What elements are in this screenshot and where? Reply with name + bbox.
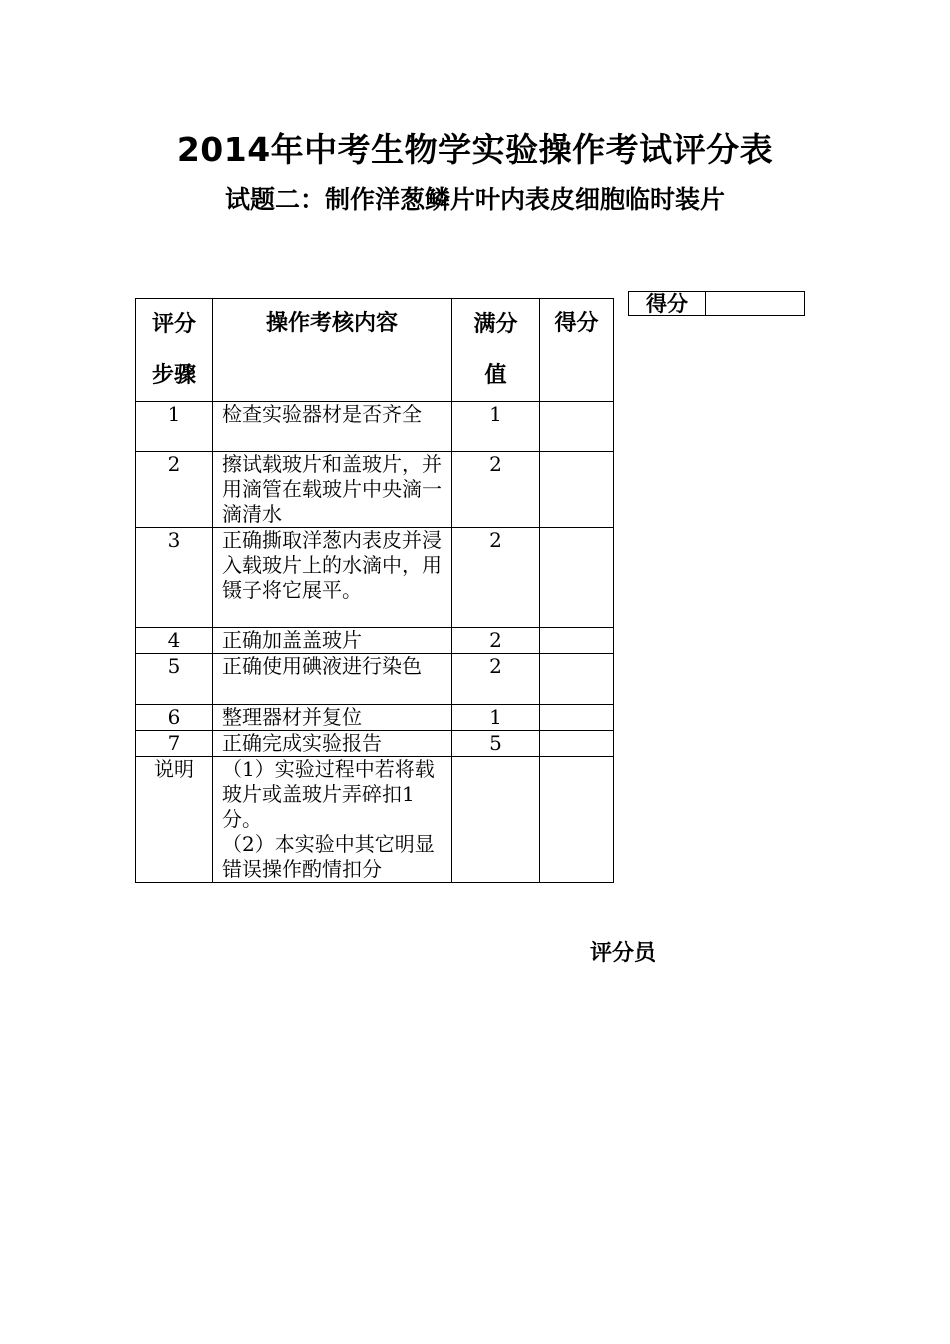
row-full-score: 2	[452, 452, 540, 528]
row-content: 正确撕取洋葱内表皮并浸入载玻片上的水滴中，用镊子将它展平。	[213, 528, 452, 628]
header-step-line2: 步骤	[151, 363, 196, 388]
header-content: 操作考核内容	[213, 299, 452, 402]
row-full-score: 2	[452, 628, 540, 654]
table-row	[136, 731, 614, 757]
row-score-cell[interactable]	[540, 654, 614, 705]
row-step: 7	[136, 731, 213, 757]
evaluator-label: 评分员	[590, 941, 657, 966]
row-score-cell[interactable]	[540, 452, 614, 528]
total-score-value[interactable]	[706, 292, 804, 315]
header-full-line1: 满分	[473, 312, 518, 337]
row-step: 3	[136, 528, 213, 628]
row-full-score: 1	[452, 705, 540, 731]
page-title: 2014年中考生物学实验操作考试评分表	[176, 130, 774, 169]
table-row	[136, 705, 614, 731]
table-row	[136, 402, 614, 452]
total-score-box	[628, 291, 805, 316]
row-content: 正确加盖盖玻片	[213, 628, 452, 654]
row-score-cell[interactable]	[540, 628, 614, 654]
row-full-score: 1	[452, 402, 540, 452]
row-content: 擦试载玻片和盖玻片，并用滴管在载玻片中央滴一滴清水	[213, 452, 452, 528]
notes-label: 说明	[136, 757, 213, 883]
row-content: 正确使用碘液进行染色	[213, 654, 452, 705]
table-header-row	[136, 299, 614, 402]
table-row	[136, 654, 614, 705]
row-step: 1	[136, 402, 213, 452]
row-step: 6	[136, 705, 213, 731]
notes-content	[213, 757, 452, 883]
scoring-table	[135, 298, 614, 883]
row-score-cell[interactable]	[540, 731, 614, 757]
notes-score-cell	[540, 757, 614, 883]
note-line-2: （2）本实验中其它明显错误操作酌情扣分	[222, 832, 435, 881]
header-full-score	[452, 299, 540, 402]
header-score: 得分	[540, 299, 614, 402]
row-full-score: 5	[452, 731, 540, 757]
row-full-score: 2	[452, 654, 540, 705]
header-step	[136, 299, 213, 402]
row-content: 正确完成实验报告	[213, 731, 452, 757]
note-line-1: （1）实验过程中若将载玻片或盖玻片弄碎扣1分。	[222, 757, 435, 831]
row-full-score: 2	[452, 528, 540, 628]
row-score-cell[interactable]	[540, 705, 614, 731]
header-step-line1: 评分	[151, 312, 196, 337]
row-step: 2	[136, 452, 213, 528]
row-step: 4	[136, 628, 213, 654]
row-score-cell[interactable]	[540, 528, 614, 628]
row-content: 整理器材并复位	[213, 705, 452, 731]
header-full-line2: 值	[484, 363, 507, 388]
table-row	[136, 528, 614, 628]
notes-row	[136, 757, 614, 883]
row-score-cell[interactable]	[540, 402, 614, 452]
table-row	[136, 452, 614, 528]
row-step: 5	[136, 654, 213, 705]
table-row	[136, 628, 614, 654]
row-content: 检查实验器材是否齐全	[213, 402, 452, 452]
page-subtitle: 试题二：制作洋葱鳞片叶内表皮细胞临时装片	[224, 185, 725, 214]
notes-full-cell	[452, 757, 540, 883]
total-score-label: 得分	[629, 292, 706, 315]
